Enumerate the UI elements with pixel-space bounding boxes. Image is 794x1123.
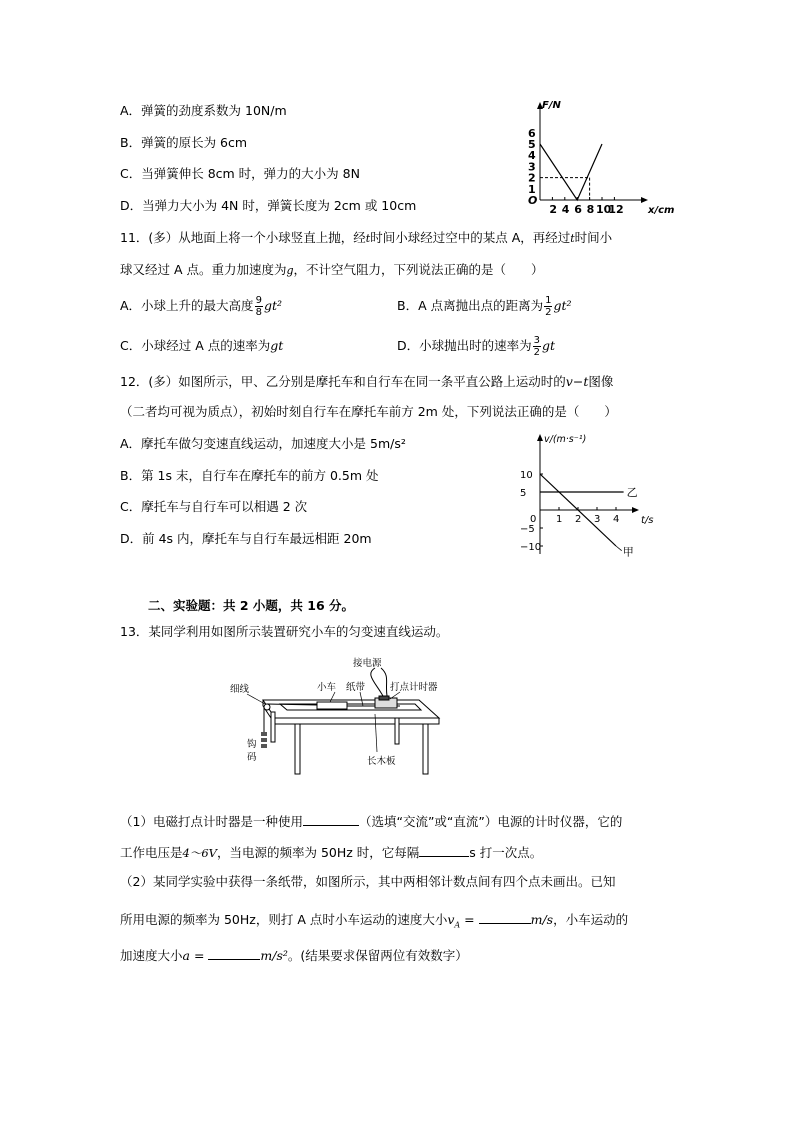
t-tick-label: 4 [613, 514, 620, 525]
series-yi-label: 乙 [626, 486, 638, 499]
y-tick-label: 3 [528, 160, 536, 174]
q11-option-a: A．小球上升的最大高度 $\frac{9}{8}$ gt² [120, 295, 282, 318]
answer-blank-2[interactable] [419, 843, 469, 857]
jia-leader [616, 546, 622, 551]
label-power: 接电源 [353, 658, 382, 669]
q10-option-c: C．当弹簧伸长 8cm 时，弹力的大小为 8N [120, 166, 360, 181]
q11-stem-line2: 球又经过 A 点。重力加速度为g，不计空气阻力，下列说法正确的是（ ） [120, 262, 544, 277]
x-tick-label: 8 [586, 203, 595, 216]
answer-blank-1[interactable] [303, 812, 359, 826]
y-tick-label: 6 [528, 126, 536, 140]
x-tick-label: 2 [549, 203, 558, 216]
v-tick-label: −10 [520, 542, 542, 553]
q11-option-b: B．A 点离抛出点的距离为 $\frac{1}{2}$ gt² [397, 295, 572, 318]
y-tick-label: 2 [528, 171, 536, 185]
x-tick-label: 10 [596, 203, 612, 216]
q11-option-c: C．小球经过 A 点的速率为gt [120, 338, 284, 353]
q12-stem-line1: 12．(多）如图所示，甲、乙分别是摩托车和自行车在同一条平直公路上运动时的v−t图像 [120, 374, 614, 389]
q11-option-d: D．小球抛出时的速率为 $\frac{3}{2}$ gt [397, 335, 556, 358]
y-tick-label: 4 [528, 149, 536, 163]
x-tick-label: 6 [574, 203, 582, 216]
x-tick-label: 4 [561, 203, 570, 216]
answer-blank-4[interactable] [208, 946, 260, 960]
t-axis-label: t/s [641, 515, 654, 526]
label-board: 长木板 [367, 756, 396, 767]
q13-part2-line3: 加速度大小a = m/s²。(结果要求保留两位有效数字） [120, 948, 468, 963]
answer-blank-3[interactable] [479, 910, 531, 924]
series-jia-label: 甲 [622, 545, 634, 559]
t-axis-arrow [632, 507, 639, 513]
fx-graph [510, 98, 675, 220]
y-tick-label: 1 [528, 182, 536, 196]
section-title: 二、实验题：共 2 小题，共 16 分。 [148, 598, 355, 613]
q12-option-a: A．摩托车做匀变速直线运动，加速度大小是 5m/s² [120, 436, 406, 451]
q10-option-b: B．弹簧的原长为 6cm [120, 135, 248, 150]
label-string: 细线 [230, 684, 250, 695]
t-tick-label: 2 [575, 514, 582, 525]
apparatus-figure [225, 652, 460, 780]
vt-graph [508, 428, 678, 560]
origin-label: 0 [530, 514, 537, 525]
x-axis-label: x/cm [648, 205, 675, 216]
label-timer: 打点计时器 [390, 682, 438, 693]
q13-stem: 13．某同学利用如图所示装置研究小车的匀变速直线运动。 [120, 624, 449, 639]
label-tape: 纸带 [346, 682, 366, 693]
q10-option-a: A．弹簧的劲度系数为 10N/m [120, 103, 287, 118]
q13-part1-line2: 工作电压是4～6V，当电源的频率为 50Hz 时，它每隔 s 打一次点。 [120, 845, 543, 860]
q13-part2-line2: 所用电源的频率为 50Hz，则打 A 点时小车运动的速度大小$v_A = m/s$，小车运动的 [120, 912, 629, 930]
t-tick-label: 3 [594, 514, 601, 525]
q12-option-d: D．前 4s 内，摩托车与自行车最远相距 20m [120, 531, 372, 546]
force-line [540, 144, 602, 200]
q11-stem-line1: 11．(多）从地面上将一个小球竖直上抛，经t时间小球经过空中的某点 A，再经过t时间小 [120, 230, 613, 245]
t-tick-label: 1 [556, 514, 563, 525]
q12-stem-line2: （二者均可视为质点），初始时刻自行车在摩托车前方 2m 处，下列说法正确的是（ ） [120, 404, 617, 419]
q13-part2-line1: （2）某同学实验中获得一条纸带，如图所示，其中两相邻计数点间有四个点未画出。已知 [120, 874, 616, 889]
v-axis-label: v/(m·s⁻¹) [544, 434, 587, 445]
label-hook2: 码 [247, 752, 257, 763]
q12-option-c: C．摩托车与自行车可以相遇 2 次 [120, 499, 308, 514]
x-axis-arrow [641, 197, 648, 203]
v-axis-arrow [537, 434, 543, 441]
y-tick-label: 5 [528, 138, 536, 151]
v-tick-label: −5 [520, 524, 535, 535]
y-axis-label: F/N [542, 100, 561, 111]
q10-option-d: D．当弹力大小为 4N 时，弹簧长度为 2cm 或 10cm [120, 198, 417, 213]
v-tick-label: 5 [520, 488, 527, 499]
x-tick-label: 12 [608, 203, 624, 216]
q13-part1-line1: （1）电磁打点计时器是一种使用 （选填“交流”或“直流”）电源的计时仪器，它的 [120, 814, 623, 829]
label-cart: 小车 [317, 682, 337, 693]
label-hook1: 钩 [247, 739, 257, 750]
origin-label: O [528, 194, 538, 207]
q12-option-b: B．第 1s 末，自行车在摩托车的前方 0.5m 处 [120, 468, 379, 483]
v-tick-label: 10 [520, 470, 533, 481]
